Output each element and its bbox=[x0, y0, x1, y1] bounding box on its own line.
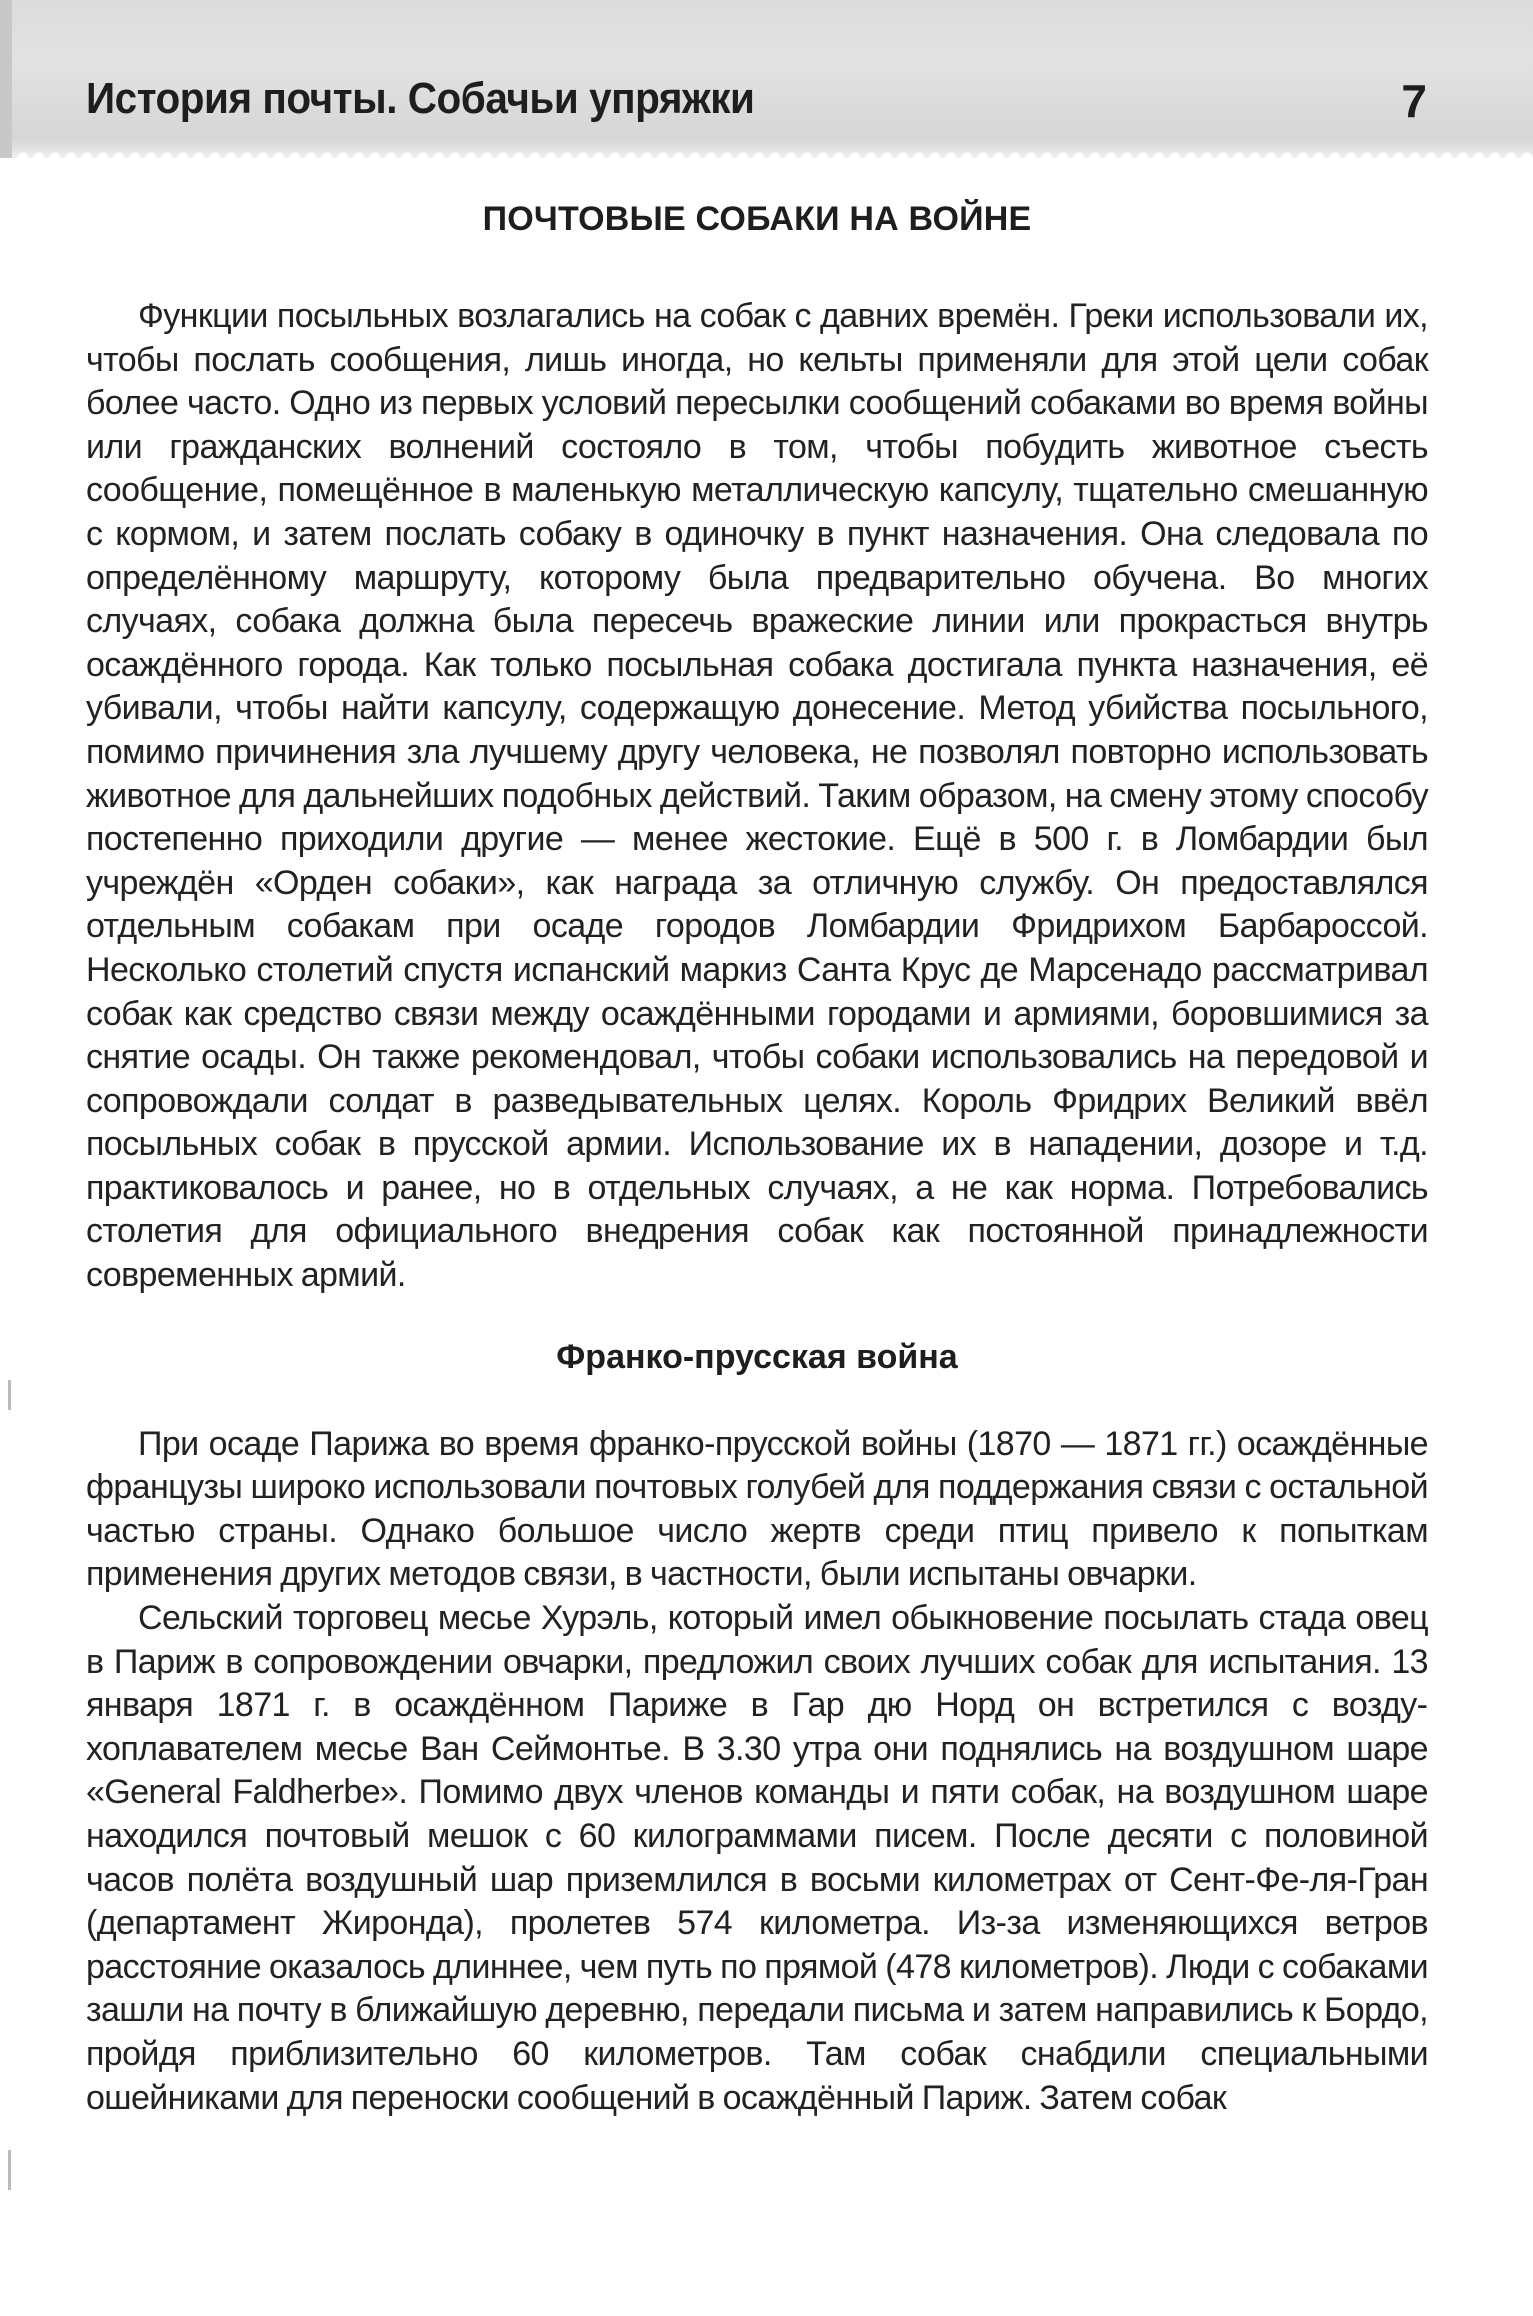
page-body bbox=[86, 200, 1428, 2120]
page-number: 7 bbox=[1401, 75, 1427, 127]
running-header-title: История почты. Собачьи упряжки bbox=[86, 74, 755, 123]
scan-speck bbox=[8, 2150, 11, 2190]
section-title: ПОЧТОВЫЕ СОБАКИ НА ВОЙНЕ bbox=[482, 200, 1032, 238]
page-edge-shadow bbox=[0, 0, 12, 158]
body-paragraph: При осаде Парижа во время франко-прусской войны (1870 — 1871 гг.) осаждённые французы широко использовали почтовых голубей для поддержания связи с остальной частью страны. Однако большое число жертв среди птиц привело к попыткам применения других методов связи, в частности, были испытаны овчарки. bbox=[86, 1424, 1428, 1594]
body-paragraph: Функции посыльных возлагались на собак с давних времён. Греки использовали их, чтобы послать сообщения, лишь иногда, но кельты применяли для этой цели собак более часто. Одно из первых условий пересылки сообщений собаками во время войны или гражданских волнений состояло в том, чтобы побудить животное съесть сообщение, помещённое в маленькую металлическую капсулу, тщательно смешанную с кормом, и затем послать собаку в одиночку в пункт назначения. Она следовала по определённому маршруту, которому была предварительно обучена. Во многих случаях, собака должна была пересечь вражеские линии или прокрасться внутрь осаждённого города. Как только посыльная собака достигала пункта назначения, её убивали, чтобы найти капсулу, содержащую донесение. Метод убийства посыльного, помимо причинения зла лучшему другу человека, не позволял повторно использовать животное для дальнейших подобных действий. Таким образом, на смену этому способу постепенно приходили другие — менее жестокие. Ещё в 500 г. в Ломбардии был учреждён «Орден собаки», как награда за отличную службу. Он предоставлялся отдельным собакам при осаде городов Ломбардии Фридрихом Барбароссой. Несколько столетий спустя испанский маркиз Санта Крус де Марсенадо рассматривал собак как средство связи между осаждёнными городами и армиями, боровшимися за снятие осады. Он также рекомендовал, чтобы собаки использовались на передовой и сопровождали солдат в разведывательных целях. Король Фридрих Великий ввёл посыльных собак в прусской армии. Использование их в нападении, дозоре и т.д. практиковалось и ранее, но в отдельных случаях, а не как норма. Потребовались столетия для официального внедрения собак как постоянной принадлежности современных армий. bbox=[86, 297, 1428, 1295]
subsection-title: Франко-прусская война bbox=[556, 1337, 958, 1376]
scan-speck bbox=[8, 1380, 11, 1410]
body-paragraph: Сельский торговец месье Хурэль, который имел обыкновение посылать стада овец в Париж в сопровождении овчарки, предложил своих лучших собак для испытания. 13 января 1871 г. в осаждённом Париже в Гар дю Норд он встретился с воздухоплавателем месье Ван Сеймонтье. В 3.30 утра они поднялись на воздушном шаре «General Faldherbe». Помимо двух членов команды и пяти собак, на воздушном шаре находился почтовый мешок с 60 килограммами писем. После десяти с половиной часов полёта воздушный шар приземлился в восьми километрах от Сент-Фе-ля-Гран (департамент Жиронда), пролетев 574 километра. Из-за изменяющихся ветров расстояние оказалось длиннее, чем путь по прямой (478 километров). Люди с собаками зашли на почту в ближайшую деревню, передали письма и затем направились к Бордо, пройдя приблизительно 60 километров. Там собак снабдили специальными ошейниками для переноски сообщений в осаждённый Париж. Затем собак bbox=[86, 1599, 1428, 2117]
